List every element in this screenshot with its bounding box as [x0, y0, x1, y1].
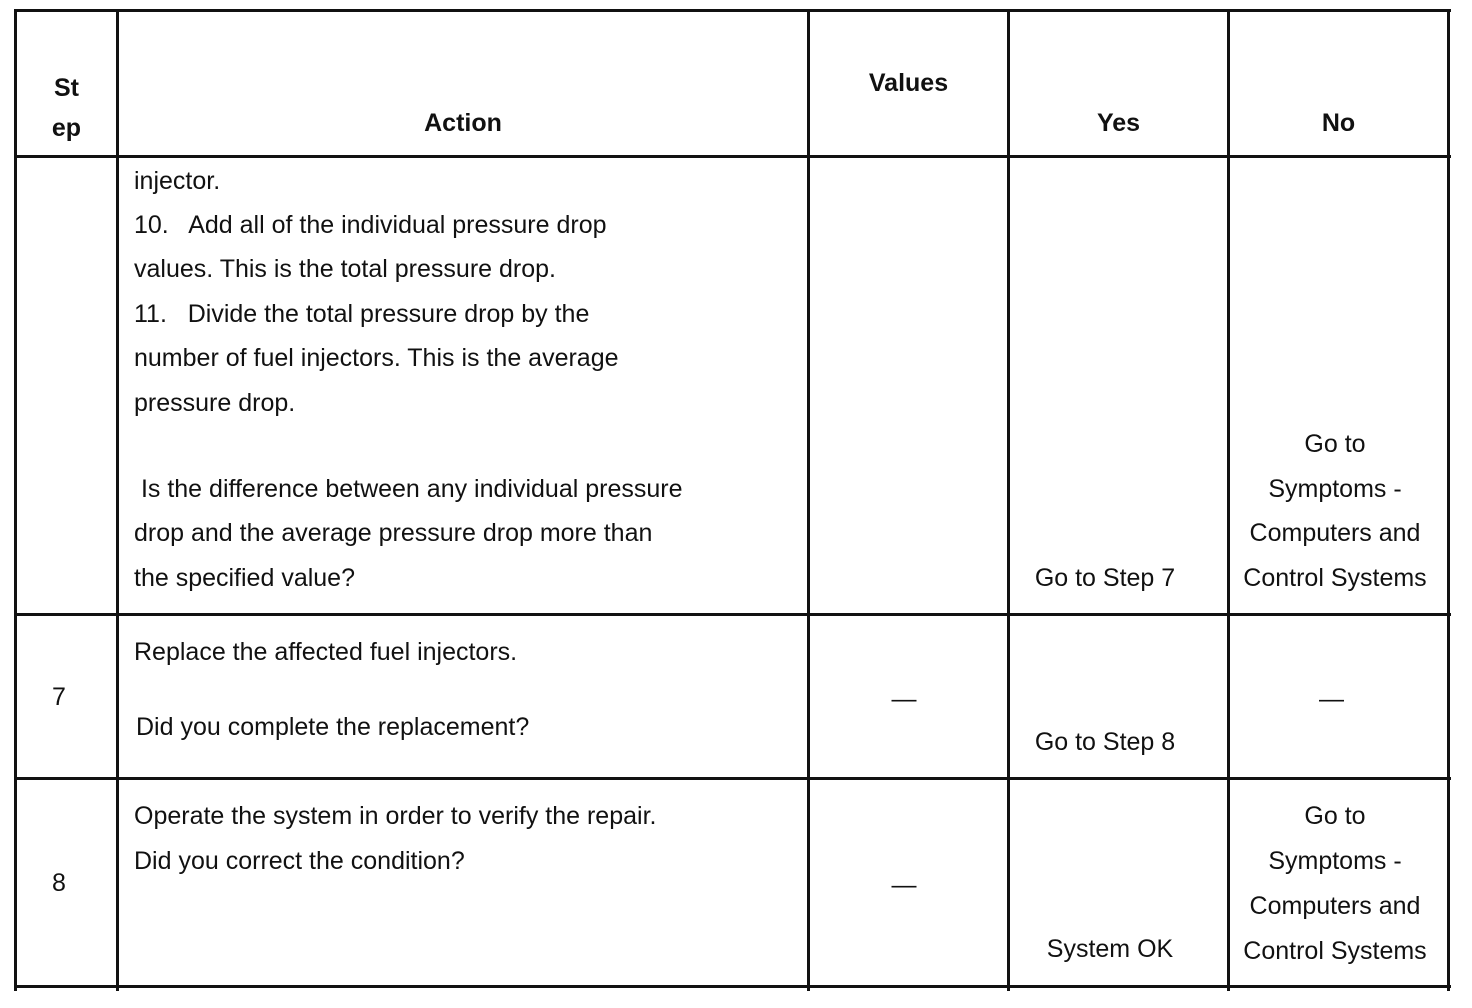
no-cell-line: Symptoms -	[1268, 847, 1402, 875]
no-cell	[1230, 422, 1440, 600]
header-step	[17, 68, 116, 148]
action-line: Replace the affected fuel injectors.	[134, 638, 518, 666]
table-border-right	[1447, 9, 1450, 991]
action-line: Did you complete the replacement?	[136, 713, 530, 741]
action-line: number of fuel injectors. This is the average	[134, 344, 619, 372]
column-divider-step	[116, 9, 119, 991]
no-cell-line: Go to	[1304, 802, 1366, 830]
table-border-bottom	[14, 985, 1451, 988]
action-line: 10. Add all of the individual pressure drop	[134, 211, 607, 239]
no-cell-line: Computers and	[1249, 892, 1421, 920]
header-no: No	[1321, 109, 1356, 137]
action-line: values. This is the total pressure drop.	[134, 255, 556, 283]
table-border-top	[14, 9, 1451, 12]
column-divider-action	[807, 9, 810, 991]
no-cell-line: Control Systems	[1243, 937, 1427, 965]
yes-cell: System OK	[1046, 935, 1174, 963]
action-line: Is the difference between any individual pressure	[134, 475, 683, 503]
no-dash: —	[1319, 685, 1344, 713]
action-line: Did you correct the condition?	[134, 847, 465, 875]
no-cell-line: Symptoms -	[1268, 474, 1402, 503]
action-line: Operate the system in order to verify the repair.	[134, 802, 657, 830]
header-step-line2: ep	[51, 114, 82, 142]
no-cell-line: Control Systems	[1243, 563, 1427, 592]
step-number: 8	[52, 869, 66, 897]
values-dash: —	[891, 871, 917, 899]
row-divider-1	[14, 613, 1451, 616]
step-number: 7	[52, 683, 66, 711]
header-action: Action	[424, 109, 502, 137]
yes-cell: Go to Step 8	[1034, 728, 1176, 756]
row-divider-2	[14, 777, 1451, 780]
header-yes: Yes	[1096, 109, 1141, 137]
action-line: 11. Divide the total pressure drop by the	[134, 300, 590, 328]
action-line: the specified value?	[134, 564, 355, 592]
header-divider	[14, 155, 1451, 158]
no-cell-line: Go to	[1304, 430, 1366, 458]
action-line: drop and the average pressure drop more than	[134, 519, 653, 547]
action-line: pressure drop.	[134, 389, 296, 417]
column-divider-values	[1007, 9, 1010, 991]
header-step-line1: St	[54, 74, 79, 102]
no-cell-line: Computers and	[1249, 519, 1421, 547]
values-dash: —	[891, 685, 917, 713]
action-line: injector.	[134, 167, 221, 195]
table-border-left	[14, 9, 17, 991]
yes-cell: Go to Step 7	[1034, 564, 1176, 592]
header-values: Values	[868, 69, 949, 97]
no-cell	[1230, 794, 1440, 974]
